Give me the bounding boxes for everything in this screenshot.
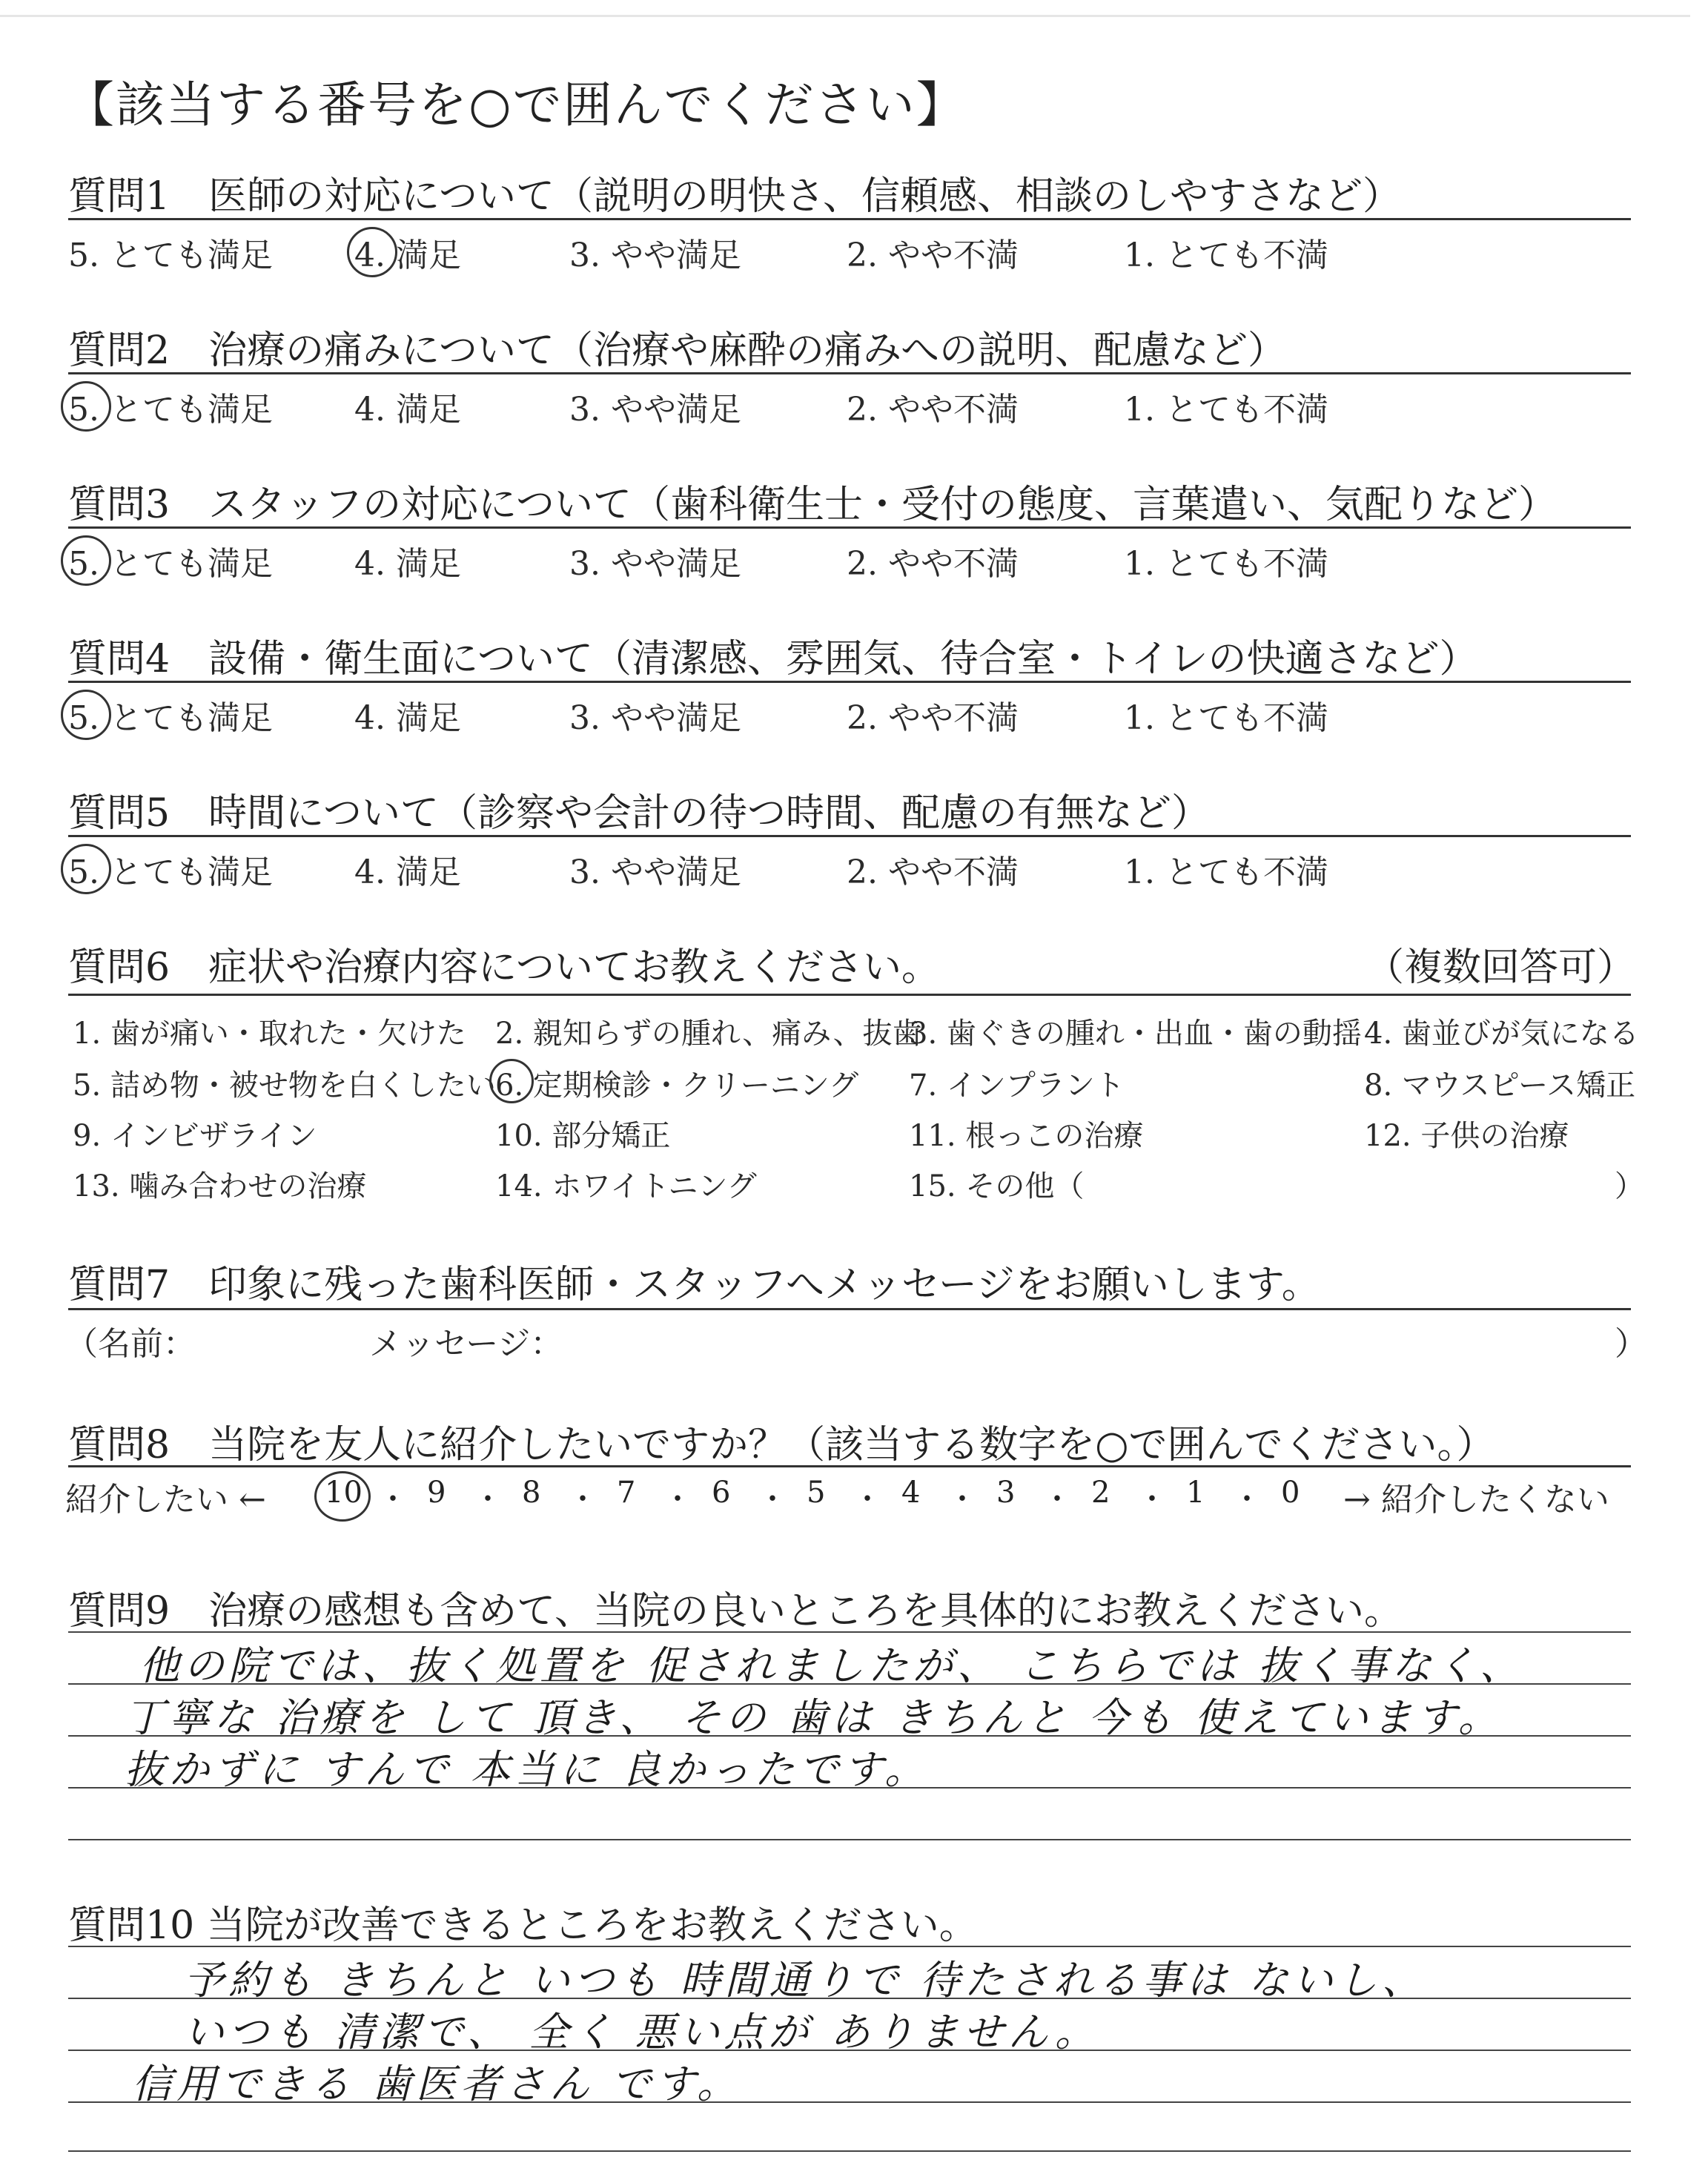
- q8-scale-separator: ・: [473, 1482, 503, 1516]
- q6-option-8[interactable]: 8. マウスピース矯正: [1364, 1069, 1636, 1103]
- q3-selection-circle: [61, 535, 111, 586]
- q1-label: 質問1 医師の対応について（説明の明快さ、信頼感、相談のしやすさなど）: [68, 174, 1401, 219]
- q8-scale-10[interactable]: 10: [325, 1476, 363, 1510]
- q8-scale-separator: ・: [947, 1482, 977, 1516]
- q5-option-1[interactable]: 1. とても不満: [1124, 853, 1328, 891]
- q4-rule: [68, 681, 1631, 683]
- q6-option-4[interactable]: 4. 歯並びが気になる: [1364, 1017, 1639, 1051]
- q2-option-3[interactable]: 3. やや満足: [569, 391, 741, 429]
- q2-option-1[interactable]: 1. とても不満: [1124, 391, 1328, 429]
- q8-scale-separator: ・: [568, 1482, 598, 1516]
- q4-selection-circle: [61, 690, 111, 740]
- q6-selection-circle: [489, 1059, 534, 1103]
- q9-line-1: [68, 1631, 1631, 1633]
- q9-label: 質問9 治療の感想も含めて、当院の良いところを具体的にお教えください。: [68, 1589, 1403, 1634]
- q5-option-5[interactable]: 5. とても満足: [68, 853, 273, 891]
- q6-option-14[interactable]: 14. ホワイトニング: [495, 1169, 757, 1203]
- q2-option-2[interactable]: 2. やや不満: [847, 391, 1019, 429]
- q1-option-4[interactable]: 4. 満足: [354, 237, 461, 274]
- q3-option-4[interactable]: 4. 満足: [354, 545, 461, 583]
- q2-rule: [68, 372, 1631, 374]
- q3-option-2[interactable]: 2. やや不満: [847, 545, 1019, 583]
- q6-option-11[interactable]: 11. 根っこの治療: [909, 1119, 1144, 1153]
- q8-scale-separator: ・: [758, 1482, 787, 1516]
- q8-scale-separator: ・: [1137, 1482, 1167, 1516]
- q5-option-2[interactable]: 2. やや不満: [847, 853, 1019, 891]
- q8-scale-9[interactable]: 9: [427, 1476, 446, 1510]
- q6-option-16[interactable]: ）: [1615, 1169, 1644, 1203]
- q4-option-1[interactable]: 1. とても不満: [1124, 699, 1328, 737]
- q8-scale-separator: ・: [853, 1482, 882, 1516]
- q10-label: 質問10 当院が改善できるところをお教えください。: [68, 1903, 978, 1948]
- q9-answer-line-1: 他の院では、抜く処置を 促されましたが、 こちらでは 抜く事なく、: [139, 1642, 1524, 1689]
- q8-scale-0[interactable]: 0: [1281, 1476, 1300, 1510]
- q8-scale-8[interactable]: 8: [522, 1476, 541, 1510]
- q7-name-label: （名前：: [65, 1325, 196, 1363]
- q1-option-3[interactable]: 3. やや満足: [569, 237, 741, 274]
- q8-rule: [68, 1465, 1631, 1467]
- q1-selection-circle: [347, 227, 397, 277]
- q10-answer-line-3: 信用できる 歯医者さん です。: [132, 2061, 742, 2107]
- q9-answer-line-3: 抜かずに すんで 本当に 良かったです。: [125, 1746, 930, 1793]
- q3-label: 質問3 スタッフの対応について（歯科衛生士・受付の態度、言葉遣い、気配りなど）: [68, 483, 1558, 527]
- q8-label: 質問8 当院を友人に紹介したいですか？（該当する数字を○で囲んでください。）: [68, 1423, 1495, 1467]
- q6-option-6[interactable]: 6. 定期検診・クリーニング: [495, 1069, 859, 1103]
- q7-label: 質問7 印象に残った歯科医師・スタッフへメッセージをお願いします。: [68, 1263, 1320, 1307]
- q8-scale-3[interactable]: 3: [996, 1476, 1016, 1510]
- q9-line-5: [68, 1839, 1631, 1840]
- q8-scale-separator: ・: [378, 1482, 408, 1516]
- q8-scale-separator: ・: [663, 1482, 692, 1516]
- q3-rule: [68, 526, 1631, 529]
- q8-selection-circle: [314, 1471, 371, 1522]
- q8-scale-1[interactable]: 1: [1186, 1476, 1205, 1510]
- page-title: 【該当する番号を○で囲んでください】: [65, 76, 967, 133]
- q2-label: 質問2 治療の痛みについて（治療や麻酔の痛みへの説明、配慮など）: [68, 328, 1287, 373]
- q1-rule: [68, 218, 1631, 220]
- q2-option-4[interactable]: 4. 満足: [354, 391, 461, 429]
- q6-option-5[interactable]: 5. 詰め物・被せ物を白くしたい: [73, 1069, 496, 1103]
- q8-right-label: → 紹介したくない: [1343, 1481, 1609, 1519]
- q5-label: 質問5 時間について（診察や会計の待つ時間、配慮の有無など）: [68, 791, 1211, 836]
- q6-option-10[interactable]: 10. 部分矯正: [495, 1119, 671, 1153]
- q5-option-3[interactable]: 3. やや満足: [569, 853, 741, 891]
- q2-selection-circle: [61, 381, 111, 432]
- q6-option-12[interactable]: 12. 子供の治療: [1364, 1119, 1569, 1153]
- q6-option-1[interactable]: 1. 歯が痛い・取れた・欠けた: [73, 1017, 466, 1051]
- q6-option-9[interactable]: 9. インビザライン: [73, 1119, 317, 1153]
- q8-scale-7[interactable]: 7: [617, 1476, 636, 1510]
- q9-answer-line-2: 丁寧な 治療を して 頂き、 その 歯は きちんと 今も 使えています。: [125, 1694, 1503, 1741]
- q6-option-15[interactable]: 15. その他（: [909, 1169, 1085, 1203]
- q6-note: （複数回答可）: [1366, 945, 1636, 990]
- q8-left-label: 紹介したい ←: [65, 1481, 266, 1519]
- q8-scale-separator: ・: [1232, 1482, 1262, 1516]
- q7-message-label: メッセージ：: [369, 1325, 563, 1363]
- q4-option-2[interactable]: 2. やや不満: [847, 699, 1019, 737]
- q4-option-3[interactable]: 3. やや満足: [569, 699, 741, 737]
- q2-option-5[interactable]: 5. とても満足: [68, 391, 273, 429]
- q3-option-1[interactable]: 1. とても不満: [1124, 545, 1328, 583]
- q4-option-4[interactable]: 4. 満足: [354, 699, 461, 737]
- q7-close: ）: [1615, 1325, 1647, 1363]
- q4-label: 質問4 設備・衛生面について（清潔感、雰囲気、待合室・トイレの快適さなど）: [68, 637, 1478, 681]
- q6-option-7[interactable]: 7. インプラント: [909, 1069, 1125, 1103]
- q6-option-3[interactable]: 3. 歯ぐきの腫れ・出血・歯の動揺: [909, 1017, 1362, 1051]
- scan-edge: [0, 15, 1690, 17]
- q1-option-5[interactable]: 5. とても満足: [68, 237, 273, 274]
- q6-option-2[interactable]: 2. 親知らずの腫れ、痛み、抜歯: [495, 1017, 922, 1051]
- q8-scale-separator: ・: [1042, 1482, 1072, 1516]
- q10-line-5: [68, 2150, 1631, 2152]
- q8-scale-5[interactable]: 5: [807, 1476, 826, 1510]
- q5-selection-circle: [61, 844, 111, 894]
- q6-label: 質問6 症状や治療内容についてお教えください。: [68, 945, 941, 990]
- q10-line-1: [68, 1946, 1631, 1947]
- q8-scale-6[interactable]: 6: [712, 1476, 731, 1510]
- q8-scale-2[interactable]: 2: [1091, 1476, 1110, 1510]
- q7-rule: [68, 1308, 1631, 1310]
- q10-answer-line-1: 予約も きちんと いつも 時間通りで 待たされる事は ないし、: [184, 1957, 1426, 2004]
- q6-rule: [68, 994, 1631, 996]
- q10-answer-line-2: いつも 清潔で、 全く 悪い点が ありません。: [184, 2009, 1099, 2055]
- q1-option-1[interactable]: 1. とても不満: [1124, 237, 1328, 274]
- q6-option-13[interactable]: 13. 噛み合わせの治療: [73, 1169, 367, 1203]
- q3-option-5[interactable]: 5. とても満足: [68, 545, 273, 583]
- q5-option-4[interactable]: 4. 満足: [354, 853, 461, 891]
- q8-scale-4[interactable]: 4: [901, 1476, 921, 1510]
- q1-option-2[interactable]: 2. やや不満: [847, 237, 1019, 274]
- q4-option-5[interactable]: 5. とても満足: [68, 699, 273, 737]
- q3-option-3[interactable]: 3. やや満足: [569, 545, 741, 583]
- q5-rule: [68, 835, 1631, 837]
